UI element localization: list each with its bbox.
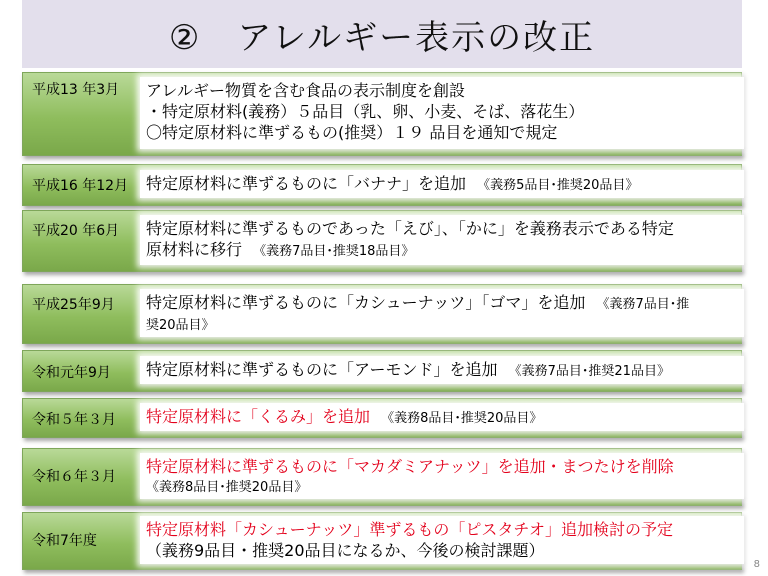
title-bar bbox=[22, 0, 742, 68]
content-note: 《義務7品目･推 bbox=[596, 297, 690, 312]
row-date: 平成20 年6月 bbox=[32, 223, 120, 239]
content-note: 《義務7品目･推奨18品目》 bbox=[253, 244, 415, 259]
content-text-highlight: 特定原材料「カシューナッツ」準ずるもの「ピスタチオ」追加検討の予定 bbox=[146, 520, 674, 539]
row-date: 令和５年３月 bbox=[32, 412, 116, 428]
timeline-row bbox=[22, 398, 750, 436]
page-number: 8 bbox=[753, 559, 760, 570]
content-text-highlight: 特定原材料に「くるみ」を追加 bbox=[146, 407, 371, 426]
timeline-row bbox=[22, 512, 750, 568]
row-date: 平成13 年3月 bbox=[32, 82, 120, 98]
timeline-row bbox=[22, 284, 750, 342]
content-text-highlight: 特定原材料に準ずるものに「マカダミアナッツ」を追加・まつたけを削除 bbox=[146, 457, 674, 476]
row-content bbox=[140, 289, 744, 337]
row-date: 令和7年度 bbox=[32, 533, 97, 549]
content-note: （義務9品目・推奨20品目になるか、今後の検討課題） bbox=[146, 541, 545, 560]
content-note: 《義務7品目･推奨21品目》 bbox=[508, 364, 670, 379]
row-date: 令和元年9月 bbox=[32, 365, 111, 381]
content-line: 〇特定原材料に準ずるもの(推奨）１９ 品目を通知で規定 bbox=[146, 123, 558, 142]
slide-title: ② アレルギー表示の改正 bbox=[168, 17, 596, 58]
content-note: 《義務5品目･推奨20品目》 bbox=[477, 178, 639, 193]
timeline-row bbox=[22, 210, 750, 270]
content-line: アレルギー物質を含む食品の表示制度を創設 bbox=[146, 81, 465, 100]
content-line: 特定原材料に準ずるものであった「えび」、「かに」を義務表示である特定 bbox=[146, 219, 674, 238]
timeline-row bbox=[22, 350, 750, 390]
content-note: 奨20品目》 bbox=[146, 318, 215, 333]
row-content bbox=[140, 77, 744, 149]
content-line: ・特定原材料(義務）５品目（乳、卵、小麦、そば、落花生） bbox=[146, 102, 585, 121]
content-line: 原材料に移行 bbox=[146, 240, 243, 259]
row-date: 令和６年３月 bbox=[32, 469, 116, 485]
timeline-row bbox=[22, 164, 750, 204]
row-content bbox=[140, 170, 744, 198]
content-text: 特定原材料に準ずるものに「バナナ」を追加 bbox=[146, 174, 467, 193]
row-content bbox=[140, 516, 744, 564]
row-content bbox=[140, 453, 744, 499]
content-note: 《義務8品目･推奨20品目》 bbox=[146, 480, 308, 495]
timeline-row bbox=[22, 448, 750, 504]
row-content bbox=[140, 356, 744, 384]
timeline-row bbox=[22, 72, 750, 154]
row-content bbox=[140, 403, 744, 431]
row-content bbox=[140, 215, 744, 265]
row-date: 平成25年9月 bbox=[32, 297, 115, 313]
row-date: 平成16 年12月 bbox=[32, 178, 129, 194]
content-line: 特定原材料に準ずるものに「カシューナッツ」「ゴマ」を追加 bbox=[146, 293, 586, 312]
content-note: 《義務8品目･推奨20品目》 bbox=[381, 411, 543, 426]
content-text: 特定原材料に準ずるものに「アーモンド」を追加 bbox=[146, 360, 498, 379]
